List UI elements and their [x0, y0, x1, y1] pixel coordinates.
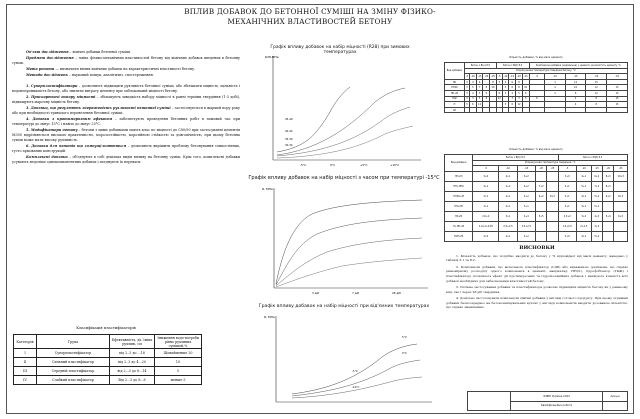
t2-cell: [535, 171, 546, 181]
t2-cell: [614, 221, 628, 231]
t2-cell: 4+1: [499, 231, 517, 241]
t1-cell: 4: [509, 90, 516, 96]
chart-3-title: Графік впливу добавок на набір міцності при від'ємних температурах: [258, 304, 430, 309]
t1-temp: -25: [607, 74, 628, 80]
t1-h-type: Вид добавки: [445, 63, 465, 80]
classification-cell: I: [14, 349, 37, 358]
t1-cell: ПАР: [445, 96, 465, 102]
t1-cell: 8: [529, 96, 545, 102]
t1-cell: 10: [565, 85, 586, 91]
t2-temp: -15: [591, 166, 602, 172]
t2-cell: 4+1: [499, 191, 517, 201]
item-5: 5. Модифікатори бетону – бетони з цими добавками мають клас по міцності до С80/90 при застосуванні цементів М300 відрізняються високою практичністю, морозостійкістю, корозійною стійкістю та довговічністю, при цьому бетонна суміш може мати високу рухливість.: [12, 128, 241, 143]
t2-cell: [602, 221, 613, 231]
classification-row: [14, 376, 202, 385]
t2-cell: [602, 201, 613, 211]
t2-cell: 8+3: [602, 171, 613, 181]
t1-cell: НН+М: [445, 90, 465, 96]
t1-cell: [522, 107, 529, 113]
chart-2-tick-1: 3 діб: [312, 291, 320, 295]
t2-cell: НН+ННК: [445, 181, 473, 191]
t2-cell: 5+2: [517, 231, 535, 241]
chart-1: [255, 52, 425, 170]
t2-cell: [602, 231, 613, 241]
chart-1-legend-1: 45-49: [285, 118, 293, 121]
item-6: 6. Добавки для бетонів що самоущільнюються – дозволяють вирішити проблему бетонування тонкостінних, густо армованих конструкцій.: [12, 144, 240, 154]
t1-cell: 8: [586, 96, 607, 102]
t2-cell: 3,5+2,5: [517, 221, 535, 231]
classification-cell: Суперпластифікатор: [37, 349, 110, 358]
t2-cell: 6+2: [517, 181, 535, 191]
t2-temp: -25: [614, 166, 628, 172]
t2-cell: 2,0+2: [473, 211, 499, 221]
t1-cell: [490, 107, 497, 113]
title-block-stamp: [467, 391, 628, 411]
t1-cell: 4: [502, 79, 509, 85]
t2-cell: 2,5+2: [558, 211, 576, 221]
t2-cell: 5+2: [517, 191, 535, 201]
t2-cell: НН+НК: [445, 201, 473, 211]
header-water: Зниження водо-потреби рівно рухливих сумішей,%: [155, 335, 202, 349]
t2-cell: 5+5: [535, 211, 546, 221]
header-category: Категорія: [14, 335, 37, 349]
chart-1-curve-4: [277, 126, 413, 158]
t2-temp: -10: [576, 166, 591, 172]
t1-cell: 7: [476, 85, 483, 91]
t2-cell: [614, 231, 628, 241]
t1-cell: 3: [496, 79, 502, 85]
t1-cell: [529, 107, 545, 113]
t1-cell: 4: [545, 90, 566, 96]
t2-cell: 7+2: [535, 181, 546, 191]
classification-cell: Щонайменше 20: [155, 349, 202, 358]
item-7: Комплексні добавки – об'єднують в собі декілька видів впливу на бетонну суміш. Крім того, комплексні добавки усувають недоліки однокомпонентних добавок і поєднують їх переваги.: [12, 155, 240, 165]
table-2-row: [445, 181, 628, 191]
t1-cell: [545, 107, 566, 113]
t2-cell: 1,5+2,5: [558, 221, 576, 231]
t1-cell: НК: [445, 79, 465, 85]
t2-cell: 4+2: [499, 181, 517, 191]
classification-cell: 10: [155, 358, 202, 367]
item-4: 4. Добавки з протиморозним ефектом – забезпечують проведення бетонних робіт в зимовий час при температурі до мінус 15°С і навіть до мінус 25°С.: [12, 117, 241, 127]
chart-1-legend-4: 30-34: [285, 144, 293, 147]
t1-cell: 3: [466, 86, 468, 90]
t2-cell: Н+НК+М: [445, 221, 473, 231]
t2-cell: [535, 231, 546, 241]
t1-cell: 5: [476, 90, 483, 96]
t1-cell: [607, 107, 628, 113]
t1-cell: [565, 107, 586, 113]
t1-temp: -25: [523, 74, 528, 78]
chart-3: [252, 312, 436, 408]
conclusions: [446, 246, 628, 311]
t1-cell: 6: [476, 79, 483, 85]
t2-cell: [547, 181, 558, 191]
t1-temp: -20: [517, 74, 521, 78]
t2-cell: [547, 201, 558, 211]
t2-h-c: Бетон з В(б) 8,5: [558, 155, 627, 161]
t1-cell: 5: [476, 96, 483, 102]
table-2-row: [445, 211, 628, 221]
stamp-sheet: [603, 401, 628, 411]
t2-cell: 1,0+2+0,05: [473, 221, 499, 231]
table-2-row: [445, 201, 628, 211]
t2-temp: -20: [602, 166, 613, 172]
t2-cell: 3+0: [473, 171, 499, 181]
chart-2: [252, 184, 432, 296]
item-3: 3. Добавки, що регулюють збереженість рухливості бетонної суміші – застосовуються в жаркий пору року або при необхідності тривалого перевезення бетонної суміші.: [12, 106, 240, 116]
t1-cell: 15: [607, 96, 628, 102]
t1-temp: -10: [545, 74, 566, 80]
t1-cell: 8: [516, 79, 523, 85]
t1-cell: 8: [586, 102, 607, 108]
t2-cell: 3+1: [558, 201, 576, 211]
stamp-mid: ФЛБП Україна 2023: [511, 392, 603, 402]
t1-cell: АН: [445, 107, 465, 113]
chart-1-tick-3: +5°С: [360, 163, 368, 167]
classification-caption: Класифікація пластифікаторів: [76, 326, 136, 330]
t1-cell: 4: [565, 96, 586, 102]
t1-cell: [483, 107, 490, 113]
t2-cell: 4+1: [576, 171, 591, 181]
t2-cell: 2+2,5: [576, 221, 591, 231]
classification-cell: від 2..3 до ...18: [110, 349, 155, 358]
chart-2-title: Графік впливу добавок на набір міцності з часом при температурі -15°С: [248, 175, 440, 181]
t1-temp: -15: [565, 74, 586, 80]
t1-cell: 3: [516, 96, 523, 102]
t2-cell: 6+5: [614, 211, 628, 221]
chart-3-legend-4: -10°С: [352, 386, 360, 389]
table-1-row: [445, 107, 628, 113]
t2-cell: 3+1: [473, 201, 499, 211]
t1-cell: 5: [502, 102, 509, 108]
classification-cell: від 2..3 до 4...20: [110, 358, 155, 367]
classification-cell: 5: [155, 367, 202, 376]
chart-1-title: Графік впливу добавок на набір міцності (R28) при зимових температурах: [270, 45, 410, 55]
t2-cell: 3+1: [558, 181, 576, 191]
classification-cell: від 2...3 до 8...14: [110, 367, 155, 376]
chart-1-tick-2: 0°С: [330, 163, 336, 167]
classification-cell: Слабкий пластифікатор: [37, 376, 110, 385]
chart-1-tick-1: -5°С: [300, 163, 307, 167]
t2-cell: 5+2: [591, 191, 602, 201]
t1-cell: 3: [509, 96, 516, 102]
chart-2-curve-2: [276, 218, 422, 285]
chart-3-legend-3: -5°С: [352, 370, 358, 373]
conclusion-item: 4. Доцільно застосовувати комплексні хімічні добавки у вигляді готового продукту. При цьому отримані добавки безпосередньо на бетонозмішувальних вузлах у вигляді компонентів вводити дозованою кількістю, що сприяє зменшенню.: [446, 295, 628, 310]
t1-h-b: Бетон з В(н) 8,5: [464, 63, 496, 69]
t1-cell: 3: [470, 96, 477, 102]
t1-cell: 15: [607, 102, 628, 108]
t1-cell: [509, 107, 516, 113]
t2-cell: 4+3: [591, 211, 602, 221]
classification-table: [13, 334, 202, 385]
t2-cell: 8+3: [547, 191, 558, 201]
t2-cell: НК+М: [445, 211, 473, 221]
classification-row: [14, 349, 202, 358]
t1-cell: 12: [497, 97, 501, 101]
t1-h-c: Бетон з В(б) 8,5: [496, 63, 529, 69]
classification-cell: III: [14, 367, 37, 376]
t1-cell: 12: [586, 90, 607, 96]
t2-cell: 3+1: [499, 211, 517, 221]
t2-cell: [614, 201, 628, 211]
t1-temp: -15: [477, 74, 482, 78]
t1-cell: 6: [509, 85, 516, 91]
conclusions-title: ВИСНОВКИ: [519, 245, 555, 251]
t2-cell: 8+3: [614, 191, 628, 201]
table-2-row: [445, 191, 628, 201]
t1-cell: 5: [470, 85, 477, 91]
chart-2-tick-3: 28 діб: [392, 291, 401, 295]
t2-cell: 3+0: [558, 171, 576, 181]
chart-1-curve-3: [277, 107, 410, 156]
t1-cell: 6: [509, 102, 516, 108]
t1-cell: 5: [466, 102, 468, 106]
chart-1-curve-2: [277, 88, 405, 155]
t1-cell: 4: [470, 79, 477, 85]
t1-temp: -5: [498, 74, 501, 78]
t1-cell: 3: [466, 80, 468, 84]
t1-cell: [470, 107, 477, 113]
t2-cell: [614, 181, 628, 191]
t2-cell: 4+1: [576, 201, 591, 211]
t1-temp: -5: [529, 74, 545, 80]
spacer: [12, 79, 240, 83]
chart-1-y-label: R28,МПа: [265, 55, 279, 59]
t2-cell: [535, 221, 546, 231]
title-line-1: ВПЛИВ ДОБАВОК ДО БЕТОННОЇ СУМІШІ НА ЗМІНУ ФІЗИКО-: [184, 7, 436, 16]
t1-temp: -15: [510, 74, 515, 78]
classification-cell: менше 5: [155, 376, 202, 385]
table-2-row: [445, 231, 628, 241]
item-2: 2. Прискорювачі набору міцності – збільшують швидкість набору міцності в ранні терміни твердіння (1-3 добі), підвищують марочну міцність бетону.: [12, 95, 240, 105]
t1-cell: 8: [565, 90, 586, 96]
t1-cell: П: [445, 102, 465, 108]
t1-cell: 8: [516, 85, 523, 91]
header-efficiency: Ефективність, діі Зміна рухливі, см: [110, 335, 155, 349]
t1-cell: 6: [522, 90, 529, 96]
t1-temp: -20: [586, 74, 607, 80]
t1-temp: -10: [503, 74, 508, 78]
conclusion-item: 2. Комплексні добавки, що включають пластифікатор (СДБ) або вираженою (ретинова, що сприяє рівномірному розподілу одного компонента в цементі, наприклад: НН(Л), гідрофобізатор (ГКЖ) і пластифікатор) посилюють ефект дії протиморозних та гідроізоляційних добавок і знижують кількість всіх добавок необхідних для забезпечення властивостей бетону.: [446, 264, 628, 283]
stamp-left: [468, 392, 511, 411]
t1-cell: [586, 107, 607, 113]
t2-temp: -15: [517, 166, 535, 172]
t2-cell: 5+2: [591, 231, 602, 241]
t2-temp: -20: [535, 166, 546, 172]
classification-header-row: [14, 335, 202, 349]
t1-cell: [516, 107, 523, 113]
t1-cell: 12: [478, 102, 482, 106]
t1-cell: 3: [466, 97, 468, 101]
t2-cell: [547, 221, 558, 231]
t2-cell: 4+1: [499, 171, 517, 181]
t2-cell: 6+2: [591, 171, 602, 181]
t1-cell: 15: [607, 85, 628, 91]
table-2-caption: Кількість добавки, % від маси цементу: [509, 148, 563, 151]
chart-2-curve-1: [276, 200, 422, 284]
t1-cell: 8: [483, 96, 490, 102]
classification-cell: Сильний пластифікатор: [37, 358, 110, 367]
t1-cell: 12: [517, 102, 521, 106]
object-paragraph: Об'єкт дослідження – хімічні добавки бетонної суміші.: [26, 50, 132, 54]
table-2-row: [445, 221, 628, 231]
t2-temp: -25: [547, 166, 558, 172]
t2-cell: ННХК+М: [445, 191, 473, 201]
t2-cell: 5+1: [517, 201, 535, 211]
classification-cell: Від 2...3 до 8...8: [110, 376, 155, 385]
t2-temp: -5: [558, 166, 576, 172]
t1-temp: -10: [470, 74, 475, 78]
t2-cell: 3+0: [558, 231, 576, 241]
t1-temp: -20: [484, 74, 489, 78]
t2-cell: 10+3: [614, 171, 628, 181]
conclusion-item: 3. Спільне застосування добавки та пластифікатора дозволяє підвищити міцність бетону як у ранньому віці, так і через 28 діб твердіння.: [446, 284, 628, 294]
t2-cell: 3+1: [473, 181, 499, 191]
t2-cell: 6+2: [517, 171, 535, 181]
classification-cell: Середній пластифікатор: [37, 367, 110, 376]
t2-cell: 4+1: [576, 231, 591, 241]
t1-cell: 15: [607, 90, 628, 96]
t1-cell: 4: [565, 102, 586, 108]
t2-cell: 4+4: [517, 211, 535, 221]
t1-cell: [502, 107, 509, 113]
item-1: 1. Суперпластифікатори – дозволяють підвищити рухливість бетонної суміші, або збільшити міцність, щільність і водонепроникність бетону, або знизити витрату цементу при заблокованій міцності бетону.: [12, 84, 240, 94]
t1-cell: 3: [502, 90, 509, 96]
t1-temp: -5: [465, 74, 469, 78]
t1-cell: 5: [516, 90, 523, 96]
t2-cell: 3+0: [473, 231, 499, 241]
header-group: Група: [37, 335, 110, 349]
table-2: [444, 154, 628, 242]
t1-cell: 6: [470, 102, 477, 108]
chart-1-legend-2: 40-44: [285, 130, 293, 133]
chart-2-tick-2: 7 діб: [352, 291, 360, 295]
t2-cell: 3+2: [576, 211, 591, 221]
t2-cell: 4+1: [499, 201, 517, 211]
t1-subhead: Розрахункова температура твердіння бетону, °С: [464, 68, 627, 74]
t2-cell: 2,5+2,5: [499, 221, 517, 231]
t2-h-type: Вид добавки: [445, 155, 473, 172]
t1-cell: 3: [502, 85, 509, 91]
stamp-bottom: Кваліфікаційна робота: [511, 401, 603, 411]
t2-cell: [547, 231, 558, 241]
t2-h-b: Бетон з В(б) 8,5: [473, 155, 558, 161]
t2-cell: 3+1: [558, 191, 576, 201]
t2-cell: 7+2: [591, 181, 602, 191]
conclusion-item: 1. Кількість добавок, що потрібно вводити до бетону у % відповідної від маси цементу, наведено у таблиці 3.1 та 8.2.: [446, 253, 628, 263]
t1-cell: 10: [491, 86, 495, 90]
classification-cell: IV: [14, 376, 37, 385]
table-1-caption: Кількість добавки, % від маси цементу: [509, 56, 563, 59]
t2-cell: [547, 211, 558, 221]
t2-cell: [547, 171, 558, 181]
t2-cell: 5+4: [602, 211, 613, 221]
chart-3-legend-2: 0°С: [402, 352, 407, 355]
t2-cell: НН+М: [445, 171, 473, 181]
t2-temp: -10: [499, 166, 517, 172]
t2-cell: 4+1: [576, 191, 591, 201]
t2-subhead: Розрахункова температура твердіння, °С: [473, 160, 628, 166]
chart-2-y-label: R, МПа: [262, 187, 273, 191]
t1-cell: 5: [522, 96, 529, 102]
t2-cell: 3+1: [473, 191, 499, 201]
t1-cell: 12: [565, 79, 586, 85]
t2-temp: -5: [473, 166, 499, 172]
left-column: [12, 50, 240, 166]
t1-cell: 6: [509, 79, 516, 85]
t1-cell: 8: [483, 85, 490, 91]
t1-cell: 8: [496, 90, 502, 96]
stamp-right: Аркуш: [603, 392, 628, 402]
t2-cell: 8+3: [602, 181, 613, 191]
t1-cell: 10: [524, 86, 528, 90]
title-line-2: МЕХАНІЧНИХ ВЛАСТИВОСТЕЙ БЕТОНУ: [227, 17, 393, 26]
t1-cell: ННХК: [445, 85, 465, 91]
chart-1-legend-3: 35-39: [285, 138, 293, 141]
t1-cell: 6: [483, 90, 490, 96]
t1-cell: [476, 107, 483, 113]
t2-cell: 6+2: [602, 191, 613, 201]
subject-paragraph: Предмет дослідження – зміна фізико-механічних властивостей бетону від хімічних добавок введених в бетонну суміш.: [12, 56, 240, 65]
chart-1-tick-4: +10°С: [390, 163, 400, 167]
t2-cell: 6+2: [535, 191, 546, 201]
chart-3-legend-1: 5°С: [402, 336, 407, 339]
t1-temp: -25: [491, 74, 495, 78]
t2-cell: [535, 201, 546, 211]
classification-cell: II: [14, 358, 37, 367]
t1-cell: 15: [586, 79, 607, 85]
t1-cell: 4: [470, 90, 477, 96]
chart-2-curve-4: [276, 258, 422, 287]
classification-row: [14, 358, 202, 367]
t1-cell: 8: [490, 79, 497, 85]
t1-cell: 12: [586, 85, 607, 91]
chart-3-y-label: R, МПа: [264, 315, 275, 319]
t2-cell: 3+3: [591, 221, 602, 231]
t1-cell: 4: [545, 85, 566, 91]
t2-cell: ПОП+М: [445, 231, 473, 241]
poster-title: [140, 7, 480, 27]
goal-paragraph: Мета роботи — визначити вплив хімічних добавок на характеристичні властивості бетону.: [26, 67, 196, 72]
table-1: [444, 62, 628, 113]
classification-row: [14, 367, 202, 376]
t2-cell: 5+1: [576, 181, 591, 191]
t2-cell: 5+1: [591, 201, 602, 211]
table-2-row: [445, 171, 628, 181]
t1-h-d: Комплексна добавка (нормальна) у цементі, на вологість цементу, %: [529, 63, 627, 69]
t1-cell: 3: [545, 79, 566, 85]
t1-cell: 3: [466, 91, 468, 95]
method-paragraph: Методи досліджень – науковий пошук, аналітичні, спостереження.: [26, 73, 154, 78]
